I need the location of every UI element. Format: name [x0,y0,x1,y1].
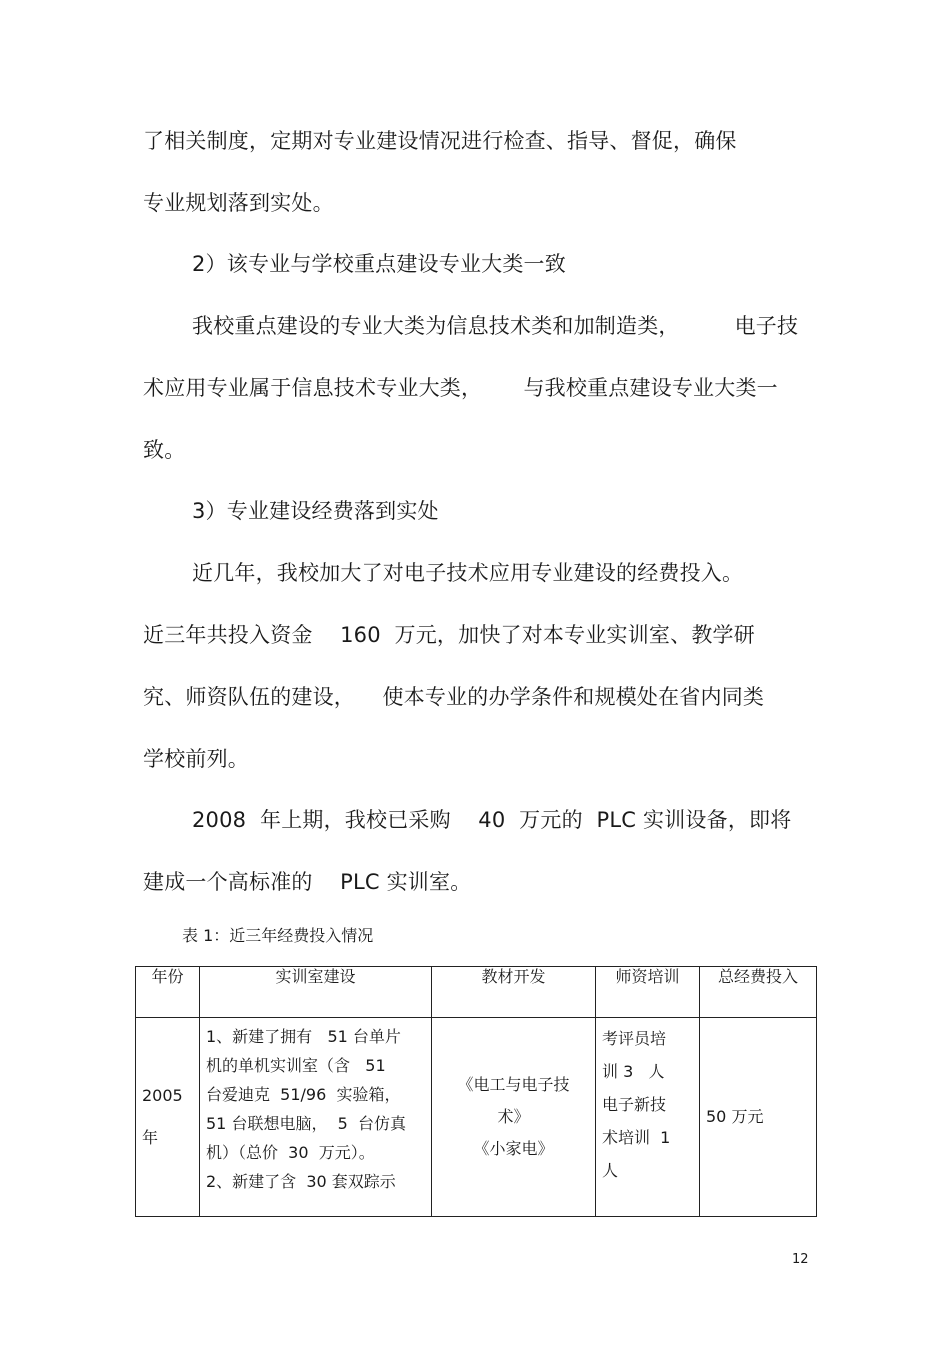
lab-line: 机的单机实训室（含 51 [206,1056,386,1075]
lab-line: 1、新建了拥有 51 台单片 [206,1027,401,1046]
paragraph-line: 2008 年上期，我校已采购 40 万元的 PLC 实训设备，即将 [192,808,792,832]
training-line: 电子新技 [602,1095,667,1114]
funding-table [135,966,817,1217]
header-year: 年份 [136,967,200,1018]
paragraph-line: 建成一个高标准的 PLC 实训室。 [143,870,472,894]
cell-lab [200,1018,432,1217]
cell-training [596,1018,700,1217]
textbook-line: 术》 [497,1107,530,1126]
header-training: 师资培训 [596,967,700,1018]
paragraph-line: 专业规划落到实处。 [143,191,334,215]
section-heading: 3）专业建设经费落到实处 [192,499,439,523]
paragraph-line: 致。 [143,438,186,462]
textbook-line: 《小家电》 [473,1139,554,1158]
lab-line: 2、新建了含 30 套双踪示 [206,1172,396,1191]
lab-line: 台爱迪克 51/96 实验箱， [206,1085,401,1104]
cell-textbook [432,1018,596,1217]
paragraph-line: 究、师资队伍的建设， 使本专业的办学条件和规模处在省内同类 [143,685,765,709]
header-textbook: 教材开发 [432,967,596,1018]
year-line: 年 [142,1128,159,1147]
paragraph-line: 近三年共投入资金 160 万元，加快了对本专业实训室、教学研 [143,623,755,647]
cell-total: 50 万元 [700,1018,817,1217]
header-total: 总经费投入 [700,967,817,1018]
table-header-row [136,967,817,1018]
lab-line: 51 台联想电脑， 5 台仿真 [206,1114,406,1133]
table-caption: 表 1：近三年经费投入情况 [182,926,374,945]
lab-line: 机）（总价 30 万元）。 [206,1143,375,1162]
paragraph-line: 术应用专业属于信息技术专业大类， 与我校重点建设专业大类一 [143,376,778,400]
section-heading: 2）该专业与学校重点建设专业大类一致 [192,252,566,276]
training-line: 人 [602,1161,619,1180]
textbook-line: 《电工与电子技 [457,1075,570,1094]
paragraph-line: 我校重点建设的专业大类为信息技术类和加制造类， 电子技 [192,314,799,338]
paragraph-line: 近几年，我校加大了对电子技术应用专业建设的经费投入。 [192,561,744,585]
year-line: 2005 [142,1086,183,1105]
table-row [136,1018,817,1217]
cell-year [136,1018,200,1217]
header-lab: 实训室建设 [200,967,432,1018]
training-line: 训 3 人 [602,1062,665,1081]
paragraph-line: 了相关制度，定期对专业建设情况进行检查、指导、督促，确保 [143,129,737,153]
training-line: 术培训 1 [602,1128,671,1147]
training-line: 考评员培 [602,1029,667,1048]
paragraph-line: 学校前列。 [143,747,249,771]
page-number: 12 [792,1252,809,1267]
